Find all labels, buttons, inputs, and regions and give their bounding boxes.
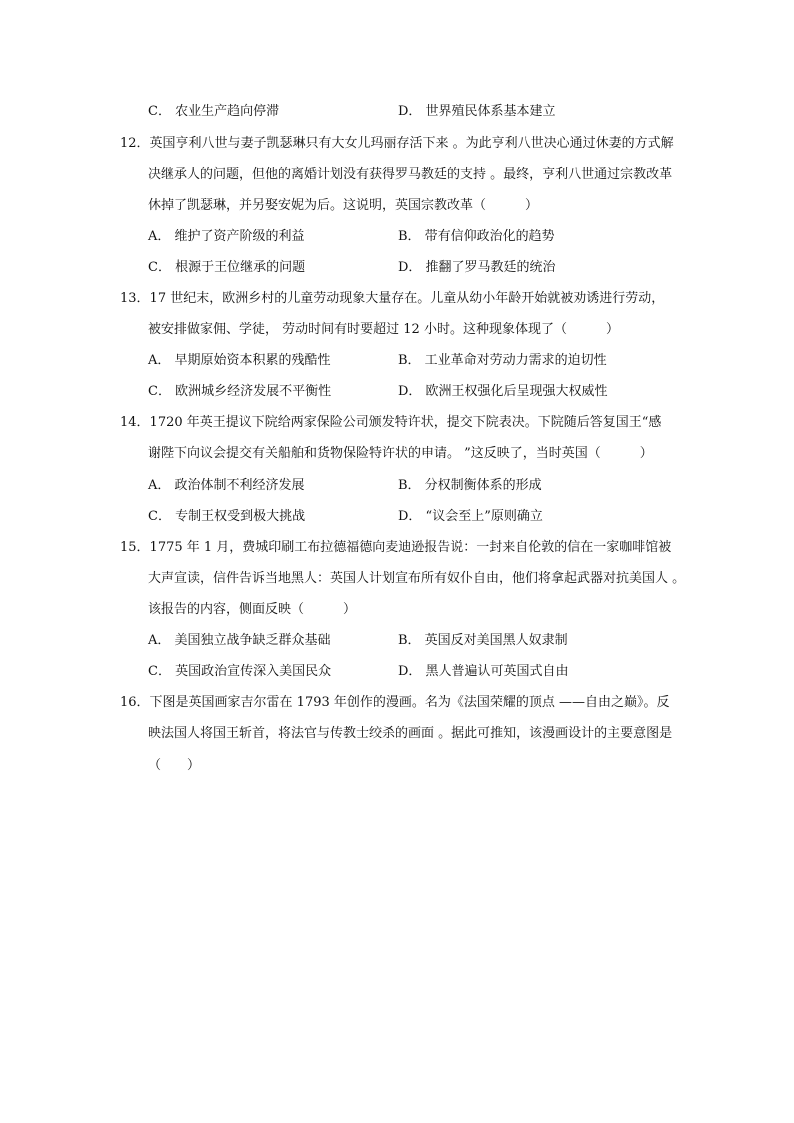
q14-stem-line1: 14．1720 年英王提议下院给两家保险公司颁发特许状，提交下院表决。下院随后答复国王“感 <box>120 415 662 430</box>
q15-stem-line3: 该报告的内容，侧面反映（ ） <box>148 602 357 617</box>
q12-option-d[interactable]: D． 推翻了罗马教廷的统治 <box>398 260 556 275</box>
q12-stem-line1: 12．英国亨利八世与妻子凯瑟琳只有大女儿玛丽存活下来 。为此亨利八世决心通过休妻的方式解 <box>120 136 674 151</box>
q14-option-c[interactable]: C． 专制王权受到极大挑战 <box>148 509 306 524</box>
q13-option-d[interactable]: D． 欧洲王权强化后呈现强大权威性 <box>398 384 608 399</box>
q14-option-d[interactable]: D． “议会至上”原则确立 <box>398 509 543 524</box>
q13-stem-line2: 被安排做家佣、学徒， 劳动时间有时要超过 12 小时。这种现象体现了（ ） <box>148 322 619 337</box>
q12-stem-line3: 休掉了凯瑟琳，并另娶安妮为后。这说明，英国宗教改革（ ） <box>148 198 539 213</box>
q13-option-c[interactable]: C． 欧洲城乡经济发展不平衡性 <box>148 384 332 399</box>
q13-option-a[interactable]: A． 早期原始资本积累的残酷性 <box>148 353 331 368</box>
q16-stem-line1: 16．下图是英国画家吉尔雷在 1793 年创作的漫画。名为《法国荣耀的顶点 ——自由之巅》。反 <box>120 695 670 710</box>
q15-stem-line2: 大声宣读，信件告诉当地黑人：英国人计划宣布所有奴仆自由，他们将拿起武器对抗美国人 。 <box>148 571 686 586</box>
q14-option-a[interactable]: A． 政治体制不利经济发展 <box>148 478 305 493</box>
q15-option-c[interactable]: C． 英国政治宣传深入美国民众 <box>148 664 332 679</box>
q15-option-b[interactable]: B． 英国反对美国黑人奴隶制 <box>398 633 568 648</box>
q13-stem-line1: 13．17 世纪末，欧洲乡村的儿童劳动现象大量存在。儿童从幼小年龄开始就被劝诱进行劳动， <box>120 291 665 306</box>
q15-option-d[interactable]: D． 黑人普遍认可英国式自由 <box>398 664 569 679</box>
q11-option-d[interactable]: D． 世界殖民体系基本建立 <box>398 104 556 119</box>
q14-stem-line2: 谢陛下向议会提交有关船舶和货物保险特许状的申请。 ”这反映了，当时英国（ ） <box>148 446 653 461</box>
q15-option-a[interactable]: A． 美国独立战争缺乏群众基础 <box>148 633 331 648</box>
q16-stem-line3: （ ） <box>148 758 201 773</box>
q12-stem-line2: 决继承人的问题，但他的离婚计划没有获得罗马教廷的支持 。最终，亨利八世通过宗教改革 <box>148 167 673 182</box>
q12-option-b[interactable]: B． 带有信仰政治化的趋势 <box>398 229 555 244</box>
q14-option-b[interactable]: B． 分权制衡体系的形成 <box>398 478 542 493</box>
q13-option-b[interactable]: B． 工业革命对劳动力需求的迫切性 <box>398 353 607 368</box>
q11-option-c[interactable]: C． 农业生产趋向停滞 <box>148 104 280 119</box>
q16-stem-line2: 映法国人将国王斩首，将法官与传教士绞杀的画面 。据此可推知，该漫画设计的主要意图是 <box>148 726 673 741</box>
q15-stem-line1: 15．1775 年 1 月，费城印刷工布拉德福德向麦迪逊报告说：一封来自伦敦的信在一家咖啡馆被 <box>120 540 672 555</box>
q12-option-a[interactable]: A． 维护了资产阶级的利益 <box>148 229 305 244</box>
q12-option-c[interactable]: C． 根源于王位继承的问题 <box>148 260 306 275</box>
